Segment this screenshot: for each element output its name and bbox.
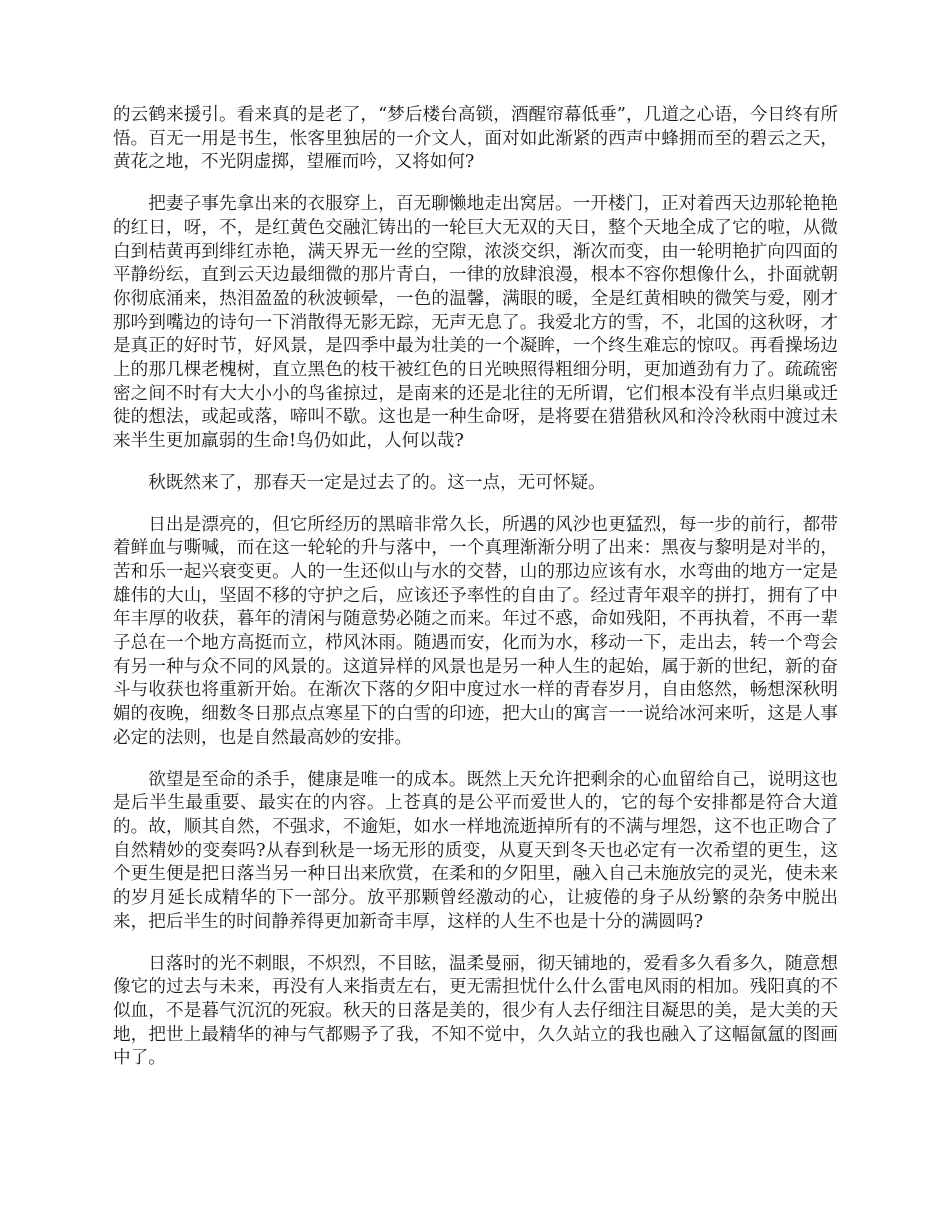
paragraph: 日出是漂亮的，但它所经历的黑暗非常久长，所遇的风沙也更猛烈，每一步的前行，都带着鲜血与嘶喊，而在这一轮轮的升与落中，一个真理渐渐分明了出来：黑夜与黎明是对半的，苦和乐一起兴衰变更。人的一生还似山与水的交替，山的那边应该有水，水弯曲的地方一定是雄伟的大山，坚固不移的守护之后，应该还予率性的自由了。经过青年艰辛的拼打，拥有了中年丰厚的收获，暮年的清闲与随意势必随之而来。年过不惑，命如残阳，不再执着，不再一辈子总在一个地方高挺而立，栉风沐雨。随遇而安，化而为水，移动一下，走出去，转一个弯会有另一种与众不同的风景的。这道异样的风景也是另一种人生的起始，属于新的世纪，新的奋斗与收获也将重新开始。在渐次下落的夕阳中度过水一样的青春岁月，自由悠然，畅想深秋明媚的夜晚，细数冬日那点点寒星下的白雪的印迹，把大山的寓言一一说给冰河来听，这是人事必定的法则，也是自然最高妙的安排。	[113, 514, 838, 748]
paragraph-continued: 的云鹤来援引。看来真的是老了，“梦后楼台高锁，酒醒帘幕低垂”，几道之心语，今日终有所悟。百无一用是书生，怅客里独居的一介文人，面对如此渐紧的西声中蜂拥而至的碧云之天，黄花之地，不光阴虚掷，望雁而吟，又将如何?	[113, 105, 838, 173]
paragraph: 日落时的光不刺眼，不炽烈，不目眩，温柔曼丽，彻天铺地的，爱看多久看多久，随意想像它的过去与未来，再没有人来指责左右，更无需担忧什么什么雷电风雨的相加。残阳真的不似血，不是暮气沉沉的死寂。秋天的日落是美的，很少有人去仔细注目凝思的美，是大美的天地，把世上最精华的神与气都赐予了我，不知不觉中，久久站立的我也融入了这幅氤氲的图画中了。	[113, 953, 838, 1069]
document-page	[113, 104, 838, 1089]
paragraph: 秋既然来了，那春天一定是过去了的。这一点，无可怀疑。	[148, 472, 606, 493]
paragraph: 把妻子事先拿出来的衣服穿上，百无聊懒地走出窝居。一开楼门，正对着西天边那轮艳艳的红日，呀，不，是红黄色交融汇铸出的一轮巨大无双的天日，整个天地全成了它的啦，从微白到桔黄再到绯红赤艳，满天界无一丝的空隙，浓淡交织，渐次而变，由一轮明艳扩向四面的平静纷纭，直到云天边最细微的那片青白，一律的放肆浪漫，根本不容你想像什么，扑面就朝你彻底涌来，热泪盈盈的秋波顿晕，一色的温馨，满眼的暖，全是红黄相映的微笑与爱，刚才那吟到嘴边的诗句一下消散得无影无踪，无声无息了。我爱北方的雪，不，北国的这秋呀，才是真正的好时节，好风景，是四季中最为壮美的一个凝眸，一个终生难忘的惊叹。再看操场边上的那几棵老槐树，直立黑色的枝干被红色的日光映照得粗细分明，更加遒劲有力了。疏疏密密之间不时有大大小小的鸟雀掠过，是南来的还是北往的无所谓，它们根本没有半点归巢或迁徙的想法，或起或落，啼叫不歇。这也是一种生命呀，是将要在猎猎秋风和泠泠秋雨中渡过未来半生更加羸弱的生命!鸟仍如此，人何以哉?	[113, 194, 838, 452]
paragraph: 欲望是至命的杀手，健康是唯一的成本。既然上天允许把剩余的心血留给自己，说明这也是后半生最重要、最实在的内容。上苍真的是公平而爱世人的，它的每个安排都是符合大道的。故，顺其自然，不强求，不逾矩，如水一样地流逝掉所有的不满与埋怨，这不也正吻合了自然精妙的变奏吗?从春到秋是一场无形的质变，从夏天到冬天也必定有一次希望的更生，这个更生便是把日落当另一种日出来欣赏，在柔和的夕阳里，融入自己未施放完的灵光，使未来的岁月延长成精华的下一部分。放平那颗曾经激动的心，让疲倦的身子从纷繁的杂务中脱出来，把后半生的时间静养得更加新奇丰厚，这样的人生不也是十分的满圆吗?	[113, 769, 838, 932]
